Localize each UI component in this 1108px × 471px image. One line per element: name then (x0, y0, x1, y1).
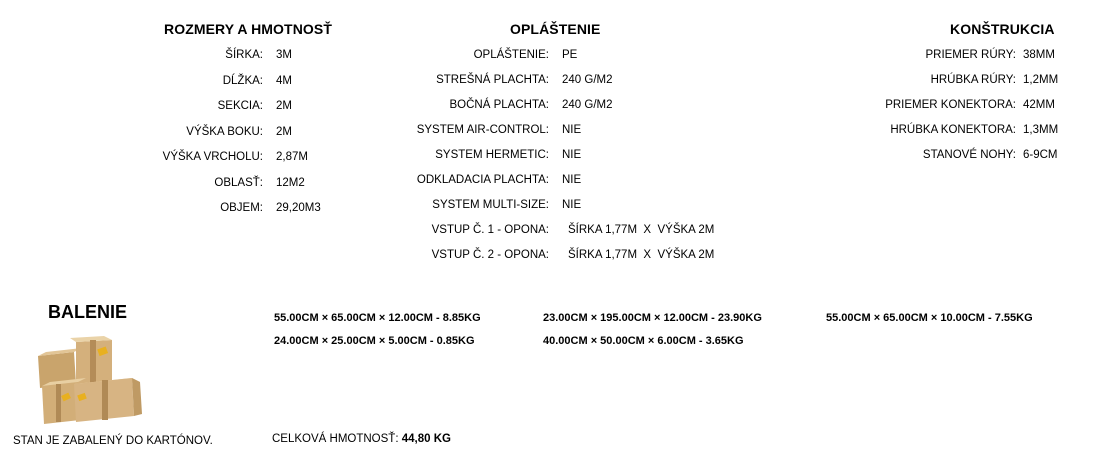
spec-label: SYSTEM MULTI-SIZE: (432, 199, 549, 211)
spec-value: 1,3MM (1023, 124, 1059, 136)
spec-label: PRIEMER RÚRY: (925, 49, 1016, 61)
spec-value: 4M (276, 74, 292, 87)
spec-label: STANOVÉ NOHY: (922, 149, 1016, 161)
package-item: 55.00CM × 65.00CM × 12.00CM - 8.85KG (274, 312, 481, 324)
section-title-rozmery: ROZMERY A HMOTNOSŤ (164, 21, 332, 37)
spec-label: OBLASŤ: (214, 176, 263, 189)
package-item: 24.00CM × 25.00CM × 5.00CM - 0.85KG (274, 335, 475, 347)
spec-label: VSTUP Č. 2 - OPONA: (431, 249, 549, 261)
spec-value: 240 G/M2 (562, 74, 613, 86)
spec-label: OPLÁŠTENIE: (473, 49, 549, 61)
total-weight-label: CELKOVÁ HMOTNOSŤ: (272, 433, 399, 445)
spec-value: ŠÍRKA 1,77M X VÝŠKA 2M (568, 249, 715, 261)
spec-label: HRÚBKA KONEKTORA: (890, 124, 1016, 136)
spec-value: 2M (276, 100, 292, 112)
balenie-title: BALENIE (48, 302, 128, 322)
spec-label: VSTUP Č. 1 - OPONA: (431, 224, 549, 236)
spec-row (0, 47, 1055, 63)
spec-value: NIE (562, 199, 582, 211)
total-weight-value: 44,80 KG (401, 433, 451, 445)
spec-value: 6-9CM (1023, 149, 1058, 161)
section-title-konstrukcia: KONŠTRUKCIA (950, 21, 1055, 37)
spec-value: 240 G/M2 (562, 99, 613, 111)
spec-row (0, 147, 1058, 163)
spec-row (0, 197, 581, 213)
spec-value: 38MM (1023, 49, 1055, 61)
spec-value: 2,87M (276, 151, 308, 163)
spec-row (0, 222, 714, 238)
spec-label: VÝŠKA VRCHOLU: (162, 151, 263, 163)
spec-value: ŠÍRKA 1,77M X VÝŠKA 2M (568, 224, 715, 236)
spec-label: STREŠNÁ PLACHTA: (436, 74, 549, 86)
spec-value: 12M2 (276, 176, 305, 189)
spec-value: 29,20M3 (276, 202, 321, 214)
spec-label: ŠÍRKA: (225, 49, 263, 61)
spec-row (0, 247, 714, 263)
spec-row (0, 122, 1058, 138)
spec-row (0, 72, 1058, 88)
spec-label: HRÚBKA RÚRY: (930, 74, 1016, 86)
spec-value: PE (562, 49, 578, 61)
spec-label: DĹŽKA: (222, 74, 263, 87)
section-title-oplastenie: OPLÁŠTENIE (510, 21, 601, 37)
spec-label: ODKLADACIA PLACHTA: (416, 174, 549, 186)
spec-value: NIE (562, 149, 582, 161)
spec-label: SEKCIA: (217, 100, 263, 112)
spec-value: 42MM (1023, 99, 1055, 111)
spec-value: NIE (562, 124, 582, 136)
package-item: 55.00CM × 65.00CM × 10.00CM - 7.55KG (826, 312, 1033, 324)
spec-row (0, 97, 1055, 113)
spec-value: 1,2MM (1023, 74, 1059, 86)
package-item: 40.00CM × 50.00CM × 6.00CM - 3.65KG (543, 335, 744, 347)
balenie-note: STAN JE ZABALENÝ DO KARTÓNOV. (13, 435, 213, 447)
spec-label: BOČNÁ PLACHTA: (449, 99, 549, 111)
cardboard-boxes-icon (34, 334, 146, 426)
spec-label: PRIEMER KONEKTORA: (885, 99, 1016, 111)
spec-row (0, 172, 581, 188)
spec-label: OBJEM: (220, 202, 263, 214)
spec-label: VÝŠKA BOKU: (186, 125, 263, 138)
total-weight (272, 433, 451, 445)
spec-label: SYSTEM HERMETIC: (435, 149, 549, 161)
spec-value: 3M (276, 49, 292, 61)
spec-value: NIE (562, 174, 582, 186)
spec-value: 2M (276, 125, 292, 138)
package-item: 23.00CM × 195.00CM × 12.00CM - 23.90KG (543, 312, 762, 324)
spec-label: SYSTEM AIR-CONTROL: (416, 124, 549, 136)
